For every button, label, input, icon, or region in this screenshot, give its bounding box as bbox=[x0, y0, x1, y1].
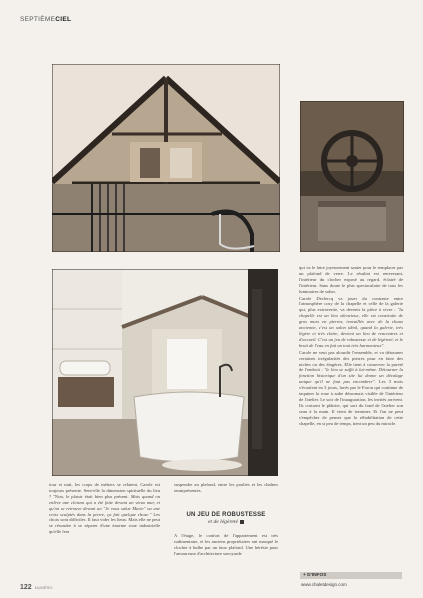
quote-run: "le lieu se suffit à lui-même. Détourner la fonction historique d'un site lui donne un décalage unique qu'il ne faut pas encombrer". bbox=[299, 367, 404, 385]
square-bullet-icon bbox=[240, 520, 244, 524]
paragraph: suspendre au plafond, entre les poulies et les chaînes omniprésentes. bbox=[174, 482, 278, 493]
text-run: Les 3 mois s'écoulent en 3 jours, lavés par le Foron qui continue de taquiner la roue à aube désormais visible de l'intérieur de l'atelier. Le soir de l'inauguration, les invités arrivent. Ils croisent le plâtrier, qui sort du fond de l'atelier son seau à la main. Il vient de terminer. Et l'on ne peut s'empêcher de penser que la réhabilitation de cette chapelle, en si peu de temps, tient un peu du miracle. bbox=[299, 379, 403, 426]
section-header bbox=[20, 16, 71, 23]
text-run: Les choix sont difficiles. Il faut vider les lieux. Mais elle ne peut se résoudre à se séparer d'une énorme roue industrielle qu'elle fera bbox=[49, 511, 160, 535]
website-link[interactable]: www.chaletdesign.com bbox=[301, 582, 347, 587]
section-label-b: CIEL bbox=[55, 16, 72, 23]
page-folio bbox=[20, 584, 52, 591]
photo-mezzanine-roof bbox=[52, 64, 280, 252]
paragraph: qui va le faire joyeusement sauter pour le remplacer par un plafond de verre. Le résultat est renversant, l'intérieur du clocher exposé au regard, éclairé de l'intérieur. Sans doute le plus spectaculaire de tous les luminaires de salon. bbox=[299, 265, 403, 294]
photo-bathroom bbox=[52, 269, 276, 476]
photo-wheel-mechanism bbox=[300, 101, 404, 252]
paragraph bbox=[299, 296, 403, 349]
magazine-label: NUMÉRO bbox=[34, 585, 53, 590]
infos-bar: + D'INFOS bbox=[300, 572, 402, 579]
subheading-line-2 bbox=[174, 519, 278, 526]
section-label-a: SEPTIÈME bbox=[20, 16, 56, 23]
subheading-line-1: UN JEU DE ROBUSTESSE bbox=[186, 511, 266, 518]
paragraph bbox=[299, 350, 403, 427]
paragraph: A l'étage, le confort de l'appartement est très rudimentaire, et les anciens propriétaires ont masqué le clocher à bulbe par un faux plafond. Une hérésie pour l'amoureuse d'architecture savoyarde bbox=[174, 532, 278, 556]
text-column-right bbox=[299, 265, 403, 427]
text-run: Carole Declercq va jouer du contraste entre l'atmosphère cosy de la chapelle et celle de la galerie qui, plus extravertie, va devenir la pièce à vivre : bbox=[299, 295, 403, 313]
text-run: tour et nuit, les corps de métiers se relaient, Carole est toujours présente. Sent-elle la dimension spirituelle du lieu ? "Non, le plaisir était bien plus présent. bbox=[49, 482, 160, 499]
photo-dark-strip bbox=[248, 269, 278, 476]
subheading bbox=[174, 512, 278, 526]
quote-run: Mais quand on enlève une cloison qui a été faite devant un vieux mur, et qu'on se retrouve devant un "Je vous salue Marie" ou une croix sculptés dans la pierre, ça fait quelque chose." bbox=[49, 493, 160, 517]
text-run: Carole ne veut pas alourdir l'ensemble, et va détourner certaines irrégularités des pierres pour en faire des niches ou des étagères. Elle tient à conserver la pureté de l'endroit : bbox=[299, 349, 403, 373]
paragraph bbox=[49, 482, 160, 535]
page-number: 122 bbox=[20, 584, 32, 591]
text-column-left bbox=[49, 482, 160, 536]
text-column-middle bbox=[174, 482, 278, 557]
quote-run: "la chapelle est un lieu silencieux, elle est construite de gros murs en pierres, travaillés avec de la chaux ancienne, c'est un salon idéal, quand la galerie, très légère et très claire, devient un lieu de rencontres et d'accueil. C'est un jeu de robustesse et de légèreté, et le bruit de l'eau en fait un tout très harmonieux". bbox=[299, 307, 403, 348]
subheading-line-2-text: et de légèreté bbox=[208, 518, 238, 525]
